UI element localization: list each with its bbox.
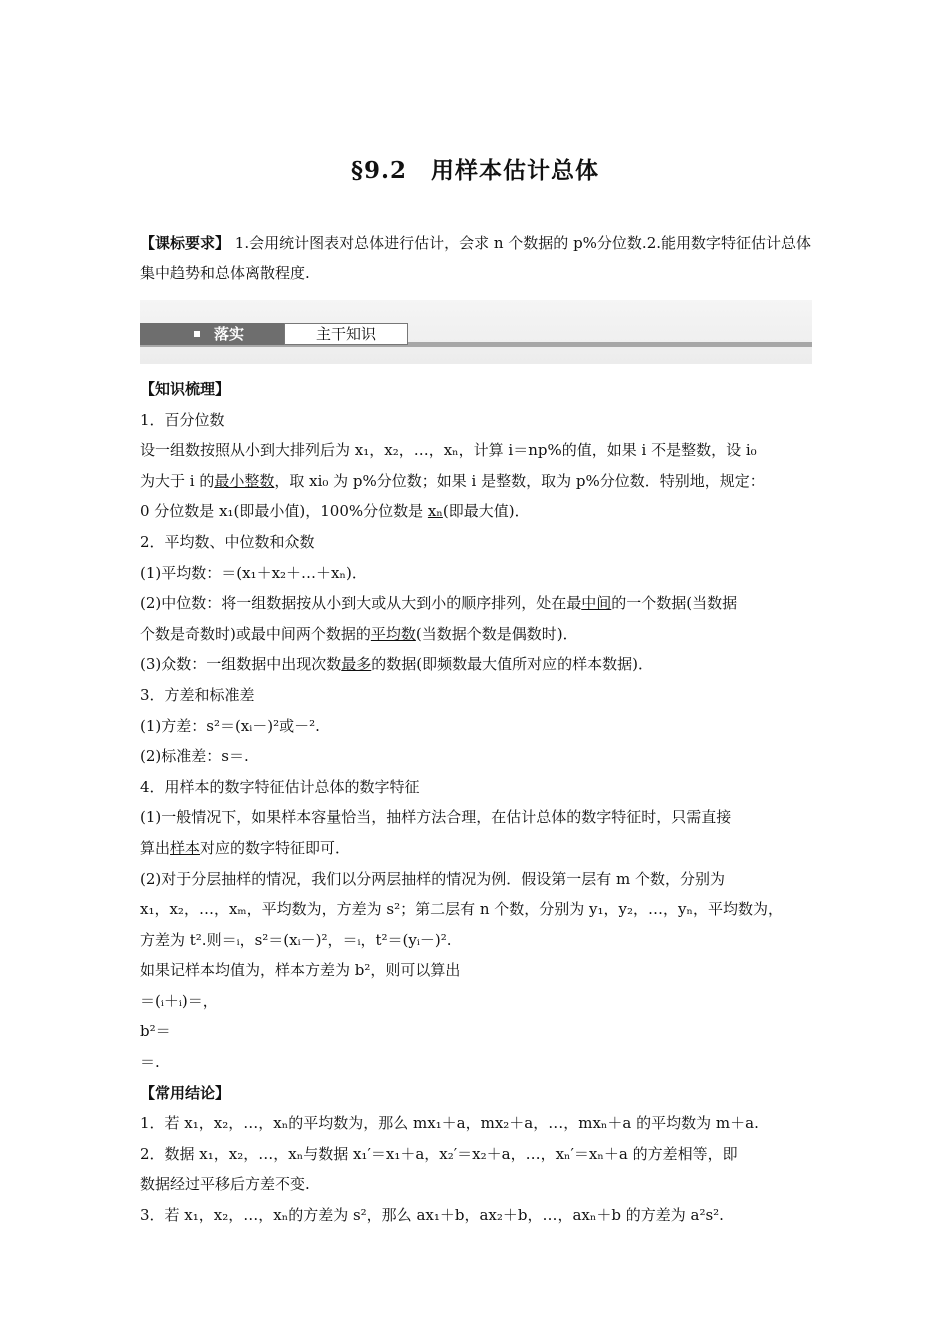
layer-line-1: (2)对于分层抽样的情况，我们以分两层抽样的情况为例．假设第一层有 m 个数，分别为 [140,869,726,888]
text-run: 的一个数据(当数据 [611,594,738,613]
requirement-paragraph [140,228,812,288]
underlined-term: 中间 [581,594,612,613]
mode-line [140,649,812,680]
layer-line-2: x₁，x₂，…，xₘ，平均数为，方差为 s²；第二层有 n 个数，分别为 y₁，y₂，…，yₙ，平均数为， [140,900,783,919]
conclusion-3: 3．若 x₁，x₂，…，xₙ的方差为 s²，那么 ax₁＋b，ax₂＋b，…，axₙ＋b 的方差为 a²s². [140,1206,724,1225]
underlined-term: 最多 [341,655,372,674]
text-run: (2)中位数：将一组数据按从小到大或从大到小的顺序排列，处在最 [140,594,582,613]
percentile-line-1: 设一组数按照从小到大排列后为 x₁，x₂，…，xₙ，计算 i＝np%的值，如果 i 不是整数，设 i₀ [140,441,757,460]
underlined-term: 最小整数 [214,471,275,490]
common-heading: 【常用结论】 [140,1083,231,1102]
median-line-1 [140,588,812,619]
variance-heading: 3．方差和标准差 [140,685,255,704]
variance-line: (1)方差：s²＝(xᵢ－)²或－². [140,716,320,735]
estimate-heading: 4．用样本的数字特征估计总体的数字特征 [140,777,420,796]
std-line: (2)标准差：s＝. [140,747,249,766]
document-body [140,228,812,1231]
requirement-text: 1.会用统计图表对总体进行估计，会求 n 个数据的 p%分位数.2.能用数字特征估计总体集中趋势和总体离散程度. [140,234,812,282]
text-run: 个数是奇数时)或最中间两个数据的 [140,624,371,643]
estimate-line-2 [140,833,812,864]
banner-dark-tab [140,323,284,345]
text-run: 0 分位数是 x₁(即最小值)，100%分位数是 [140,502,428,521]
text-run: 为大于 i 的 [140,471,215,490]
text-run: ，取 xi₀ 为 p%分位数；如果 i 是整数，取为 p%分位数．特别地，规定： [274,471,765,490]
banner-light-tab: 主干知识 [284,323,408,345]
requirement-label: 【课标要求】 [140,234,231,252]
conclusion-2-line-2: 数据经过平移后方差不变. [140,1175,310,1194]
underlined-term: xₙ [427,502,443,521]
text-run: 的数据(即频数最大值所对应的样本数据)． [371,655,653,674]
text-run: (当数据个数是偶数时)． [415,624,578,643]
section-banner [140,300,812,364]
percentile-line-3 [140,496,812,527]
page-title: §9.2 用样本估计总体 [350,157,600,184]
estimate-line-1: (1)一般情况下，如果样本容量恰当，抽样方法合理，在估计总体的数字特征时，只需直接 [140,808,732,827]
layer-line-6: b²＝ [140,1022,171,1041]
average-heading: 2．平均数、中位数和众数 [140,532,315,551]
text-run: 算出 [140,838,171,857]
conclusion-1: 1．若 x₁，x₂，…，xₙ的平均数为，那么 mx₁＋a，mx₂＋a，…，mxₙ＋a 的平均数为 m＋a. [140,1114,759,1133]
square-bullet-icon [194,331,200,337]
percentile-heading: 1．百分位数 [140,410,225,429]
knowledge-heading: 【知识梳理】 [140,380,231,398]
underlined-term: 样本 [170,838,201,857]
layer-line-5: ＝(ᵢ＋ᵢ)＝， [140,991,218,1010]
conclusion-2-line-1: 2．数据 x₁，x₂，…，xₙ与数据 x₁′＝x₁＋a，x₂′＝x₂＋a，…，xₙ′＝xₙ＋a 的方差相等，即 [140,1144,738,1163]
banner-dark-label: 落实 [214,325,245,343]
underlined-term: 平均数 [370,624,416,643]
text-run: 对应的数字特征即可． [200,838,351,857]
percentile-line-2 [140,466,812,497]
layer-line-7: ＝. [140,1053,160,1072]
text-run: (3)众数：一组数据中出现次数 [140,655,342,674]
mean-line: (1)平均数：＝(x₁＋x₂＋…＋xₙ)． [140,563,367,582]
text-run: (即最大值)． [442,502,530,521]
layer-line-4: 如果记样本均值为，样本方差为 b²，则可以算出 [140,961,461,980]
median-line-2 [140,619,812,650]
layer-line-3: 方差为 t².则＝ᵢ，s²＝(xᵢ－)²，＝ᵢ，t²＝(yᵢ－)². [140,930,452,949]
